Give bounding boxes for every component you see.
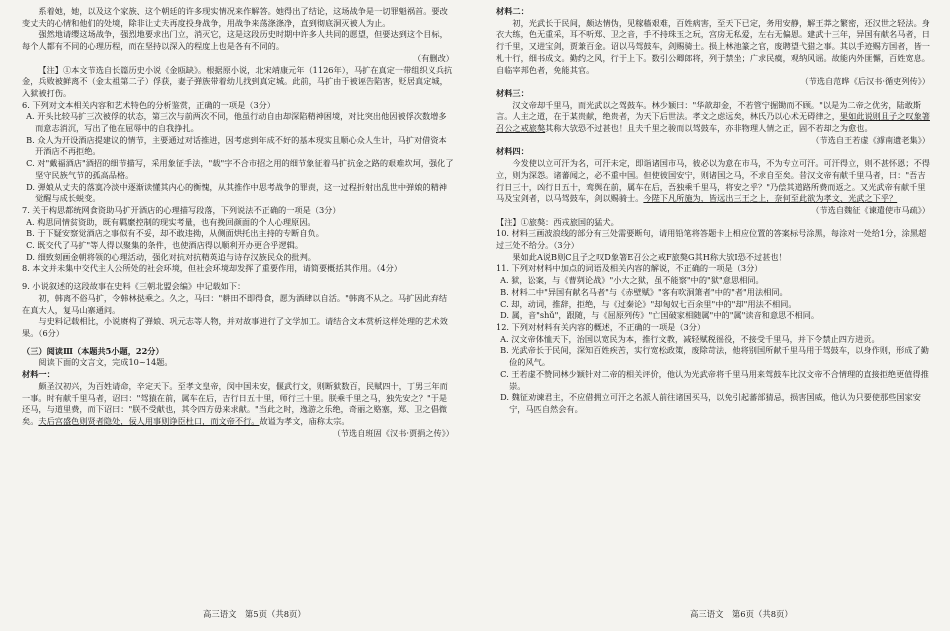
question-11: 11. 下列对材料中加点的词语及相关内容的解说，不正确的一项是（3分） — [496, 263, 763, 274]
question-6: 6. 下列对文本相关内容和艺术特色的分析鉴赏，正确的一项是（3分） — [22, 99, 276, 110]
material-2-source: （节选自范晔《后汉书·循吏列传》） — [800, 76, 930, 87]
option-6b: B. 众人为开设酒店提建议的情节，主要通过对话推进，因考虑到年成不好的基本现实且顺心众人生计，马扩对借资本开酒店不再拒绝。 — [26, 134, 447, 157]
material-3-text: 汉文帝却千里马，而光武以之驾鼓车。林少颖曰："华歆却金，不若管宁掘锄而不顾。"以是为二帝之优劣，陆敢斯言。人主之道，在于某贵献，绝贵者，为天下后世法。孝文之虑远矣，林氏乃以心术无碍律之，果如此说则且子之叹象箸召公之戒旅獒其称大欤恐不过甚也！且夫千里之骏而以驾鼓车，亦非物理人情之正，固不若却之为愈也。 — [496, 99, 930, 134]
wavy-underlined-passage: 果如此说则且子之叹象箸召公之戒旅獒 — [496, 111, 930, 134]
question-7: 7. 关于构思都统网食资助马扩开酒店的心理描写段落，下列说法不正确的一项是（3分） — [22, 204, 341, 215]
annotation-note: 【注】①本文节选自长篇历史小说《金瓯缺》。根据原小说，北宋靖康元年（1126年），马扩在真定一带组织义兵抗金，兵败被鲜离不（金太祖第二子）俘获，妻子弹族带着幼儿找到真定城。此前，马扩由于被诬告陷害，贬居真定城，入狱被打伤。 — [22, 64, 453, 98]
page-footer-left: 高三语文 第5页（共8页） — [203, 609, 306, 619]
option-11c: C. 却，动词，推辞，拒绝，与《过秦论》"却匈奴七百余里"中的"却"用法不相同。 — [500, 298, 797, 309]
option-12d: D. 魏征劝谏君主，不应借拥立可汗之名派人前往诸国买马，以免引起蕃部猜忌，损害国威，他认为只要使那些国家安宁，马匹自然会有。 — [500, 392, 921, 414]
story-paragraph: 系着她，她，以及这个家族、这个朝廷的许多现实情况来作解答。她得出了结论，这场战争是一切罪魁祸首。要改变丈夫的心情和他们的处境，除非让丈夫再度投身战争，用战争来荡涤涤净，直到彻底洞灭被人为止。 — [22, 6, 448, 28]
material-3-source: （节选自王若虚《滹南遗老集》） — [811, 134, 930, 145]
question-9-task: 与史料记载相比，小说赓构了弹娘、巩元志等人物，并对故事进行了文学加工。请结合文本赏析这样处理的艺术效果。（6分） — [22, 316, 448, 338]
story-paragraph: 强然地请缨这场战争，强烈地要求出门立，消灭它，这是这段历史时期中许多人共同的愿望，但要达到这个目标，每个人都有不同的心理历程，而在坚持以深入的程度上也是各有不同的。 — [22, 29, 448, 52]
material-2-title: 材料二： — [496, 6, 529, 16]
annotation-note: 【注】①旅獒：西戎旅国的猛犬。 — [496, 216, 619, 227]
option-7b: B. 于下疑安察觉酒店之事似有不妥，却不敢违拗，从侧面烘托出主持的专断自负。 — [26, 228, 324, 239]
reading-instructions: 阅读下面的文言文，完成10~14题。 — [38, 357, 173, 368]
sentence-breaking-line: 果如此A说B则C且子之叹D象箸E召公之戒F旅獒G其H称大欤I恐不过甚也！ — [512, 251, 787, 262]
page-6-column — [496, 6, 930, 604]
question-9: 9. 小说叙述的这段故事在史料《三朝北盟会编》中记载如下： — [22, 281, 246, 292]
question-12: 12. 下列对材料有关内容的概述，不正确的一项是（3分） — [496, 321, 706, 332]
material-1-source: （节选自班固《汉书·贾捐之传》） — [332, 427, 454, 438]
option-7d: D. 细致刻画金朝将领的心理活动，强化对抗对抗精英追与诗存汉族民众的批判。 — [26, 251, 316, 262]
option-7c: C. 既交代了马扩"等人得以聚集的条件，也使酒店得以顺利开办更合乎逻辑。 — [26, 240, 304, 251]
material-4-title: 材料四： — [496, 146, 529, 157]
material-2-text: 初，光武长于民间，颇达情伪，见稼穑艰难，百姓病害，至天下已定，务用安静，解王莽之繁密，还汉世之轻法。身衣大练，色无重采，耳不听郑、卫之音，手不持珠玉之玩，宫房无私爱，左右无偏恩。建武十三年，异国有献名马者，日行千里，又进宝剑，贾兼百金。诏以马驾鼓车，剑赐骑士。损上林池篆之官，废聘望弋猎之事。其以手迹赐方国者，皆一札十行，细书成文。勤约之风，行于上下。数引公卿郎将，列于禁坐；广求民瘼，观纳风谣。故能内外匪懈，百姓宽息。自临宰邦色者，免能其官。 — [496, 17, 930, 75]
option-6d: D. 弹娘从丈夫的落寞冷淡中逐渐读懂其内心的衡愧，从其推作中思考战争的罪责，这一过程折射出乱世中弹娘的精神觉醒与成长蜕变。 — [26, 181, 447, 204]
edit-note: （有删改） — [413, 52, 454, 63]
option-6a: A. 开头比较马扩三次被俘的状态，第三次与前两次不同，他虽行动自由却深陷精神困境，对比突出他因被俘次数增多而意志消沉，写出了他在屈辱中的自我挣扎。 — [26, 111, 447, 134]
section-heading: （三）阅读Ⅲ（本题共5小题，22分） — [22, 345, 164, 356]
material-4-source: （节选自魏征《谏遣使市马疏》） — [811, 204, 930, 215]
historical-quote: 初，韩离不俗马扩，令韩林挞乘之。久之，马曰："耕田不即得食，愿为酒肆以自活。"韩离不从之。马扩因此弃结在真大人，复马山寨通问。 — [22, 292, 448, 315]
question-10: 10. 材料三画波浪线的部分有三处需要断句，请用铅笔将答题卡上相应位置的答案标号涂黑，每涂对一处给1分，涂黑超过三处不给分。（3分） — [496, 228, 927, 251]
underlined-sentence: 夫后宫盛色则贤者隐处，佞人用事则诤臣杜口，而文帝不行。 — [38, 415, 260, 426]
option-12c: C. 王若虚不赞同林少颖针对二帝的相关评价，他认为光武帝将千里马用来驾鼓车比汉文帝不合情理的直接拒绝更值得推崇。 — [500, 368, 929, 391]
material-1-text: 颇圣汉初兴，为百姓请命，辛定天下。至孝文皇帝，闵中国未安，偃武行文，则断狱数百，民赋四十，丁男三年而一事。时有献千里马者，诏曰："驾猿在前，属车在后，吉行日五十里，师行三十里。朕乘千里之马，独先安之？"于是还马，与道里费，而下诏曰："朕不受献也，其令四方毋来求献。"当此之时，逸游之乐绝，奇丽之赂塞，郑、卫之倡微矣。夫后宫盛色则贤者隐处，佞人用事则诤臣杜口，而文帝不行。故谥为孝文，庙称太宗。 — [22, 380, 448, 426]
option-12a: A. 汉文帝体恤天下，治国以宽民为本，推行文教，减轻赋税徭役，不接受千里马，并下令禁止四方进贡。 — [500, 333, 880, 344]
option-6c: C. 对"戴福酒店"酒招的细节描写，采用象征手法，"载"字不合市招之用的细节象征着马扩抗金之路的艰难坎坷，强化了坚守民族气节的孤高品格。 — [26, 158, 454, 180]
option-11b: B. 材料二中"异国有献名马者"与《赤壁赋》"客有吹洞箫者"中的"者"用法相同。 — [500, 286, 788, 297]
material-4-text: 今发使以立可汗为名，可汗未定，即诣诸国市马，彼必以为意在市马，不为专立可汗。可汗得立，则不甚怀恩；不得立，则为深怨。诸蕃闻之，必不重中国。但使彼国安宁，则诸国之马，不求自至矣。昔汉文帝有献千里马者，曰："吾吉行日三十，凶行日五十，鸾舆在前，属车在后，吾独乘千里马，将安之乎？"乃偿其道路所费而返之。又光武帝有献千里马及宝剑者，以马驾鼓车，剑以赐骑士。今陛下凡所施为，皆远出三王之上，奈何至此欲为孝文、光武之下乎？ — [496, 158, 930, 204]
underlined-sentence: 今陛下凡所施为，皆远出三王之上，奈何至此欲为孝文、光武之下乎？ — [643, 193, 898, 204]
page-footer-right: 高三语文 第6页（共8页） — [690, 609, 793, 619]
option-7a: A. 构思同情贫资助，既有羁縻控制的现实考量，也有挽回颜面的个人心理原因。 — [26, 216, 316, 227]
page-5-column — [22, 6, 454, 604]
material-3-title: 材料三： — [496, 87, 529, 98]
option-11a: A. 狱，讼案，与《曹刿论战》"小大之狱，虽不能察"中的"狱"意思相同。 — [500, 275, 764, 286]
question-8: 8. 本文并未集中交代主人公所处的社会环境，但社会环境却发挥了重要作用，请简要概括其作用。（4分） — [22, 263, 402, 274]
material-1-title: 材料一： — [22, 369, 55, 380]
option-11d: D. 属，音"shǔ"，跟随，与《屈原列传》"亡国破家相随属"中的"属"读音和意思不相同。 — [500, 310, 820, 321]
option-12b: B. 光武帝长于民间，深知百姓疾苦，实行宽松政策，废除苛法，他将别国所献千里马用于驾鼓车，以身作则，形成了勤俭的风气。 — [500, 345, 929, 368]
